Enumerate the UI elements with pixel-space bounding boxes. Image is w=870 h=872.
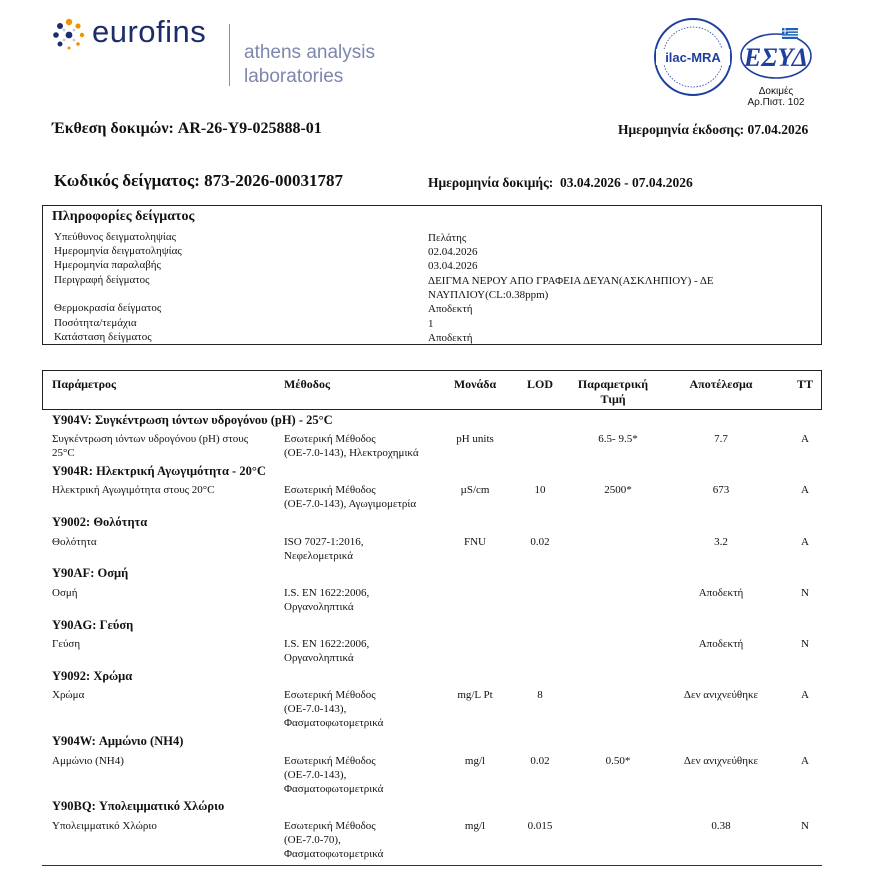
method xyxy=(284,586,444,614)
method xyxy=(284,483,444,511)
method xyxy=(284,754,444,796)
eurofins-logo-text: eurofins xyxy=(92,14,207,49)
col-header-parametric-value-line2: Τιμή xyxy=(600,392,626,406)
param-name-line: Θολότητα xyxy=(52,536,97,548)
unit: FNU xyxy=(463,536,486,548)
tt: A xyxy=(801,689,809,701)
info-value: Πελάτης xyxy=(428,232,467,244)
method-line: Εσωτερική Μέθοδος xyxy=(284,433,376,445)
info-label: Ημερομηνία δειγματοληψίας xyxy=(54,245,182,257)
param-name-line: Αμμώνιο (NH4) xyxy=(52,755,124,767)
col-header-param: Παράμετρος xyxy=(52,377,117,391)
lod: 0.02 xyxy=(530,536,550,548)
param-name-line: Συγκέντρωση ιόντων υδρογόνου (pH) στους xyxy=(52,433,249,445)
method-line: I.S. EN 1622:2006, xyxy=(284,587,370,599)
lod: 10 xyxy=(534,484,546,496)
unit: mg/l xyxy=(464,820,486,832)
result: 3.2 xyxy=(714,536,728,548)
info-value: 1 xyxy=(428,318,434,330)
parametric-value: 2500* xyxy=(604,484,632,496)
method-line: Εσωτερική Μέθοδος xyxy=(284,820,376,832)
col-header-method: Μέθοδος xyxy=(284,377,331,391)
method-line: Φασματοφωτομετρικά xyxy=(284,717,384,729)
param-name-line: Ηλεκτρική Αγωγιμότητα στους 20°C xyxy=(52,484,215,496)
col-header-parametric-value xyxy=(567,377,659,407)
tt: N xyxy=(801,638,809,650)
method xyxy=(284,688,444,730)
accreditation-caption-line2: Αρ.Πιστ. 102 xyxy=(747,97,805,108)
unit: µS/cm xyxy=(460,484,490,496)
test-dates-value: 03.04.2026 - 07.04.2026 xyxy=(560,175,693,190)
svg-text:ilac-MRA: ilac-MRA xyxy=(665,50,721,65)
param-name xyxy=(52,535,277,549)
greek-flag-icon xyxy=(782,28,798,39)
method-line: I.S. EN 1622:2006, xyxy=(284,638,370,650)
section-title: Y904R: Ηλεκτρική Αγωγιμότητα - 20°C xyxy=(52,464,266,478)
param-name xyxy=(52,754,277,768)
sample-info-title: Πληροφορίες δείγματος xyxy=(52,209,195,224)
info-value: Αποδεκτή xyxy=(428,332,473,344)
table-bottom-border xyxy=(42,865,822,866)
unit: mg/L Pt xyxy=(457,689,493,701)
lod: 8 xyxy=(537,689,543,701)
result: 673 xyxy=(712,484,730,496)
info-value: 03.04.2026 xyxy=(428,260,478,272)
col-header-parametric-value-line1: Παραμετρική xyxy=(577,377,649,391)
lod: 0.02 xyxy=(530,755,550,767)
param-name-line: Γεύση xyxy=(52,638,81,650)
tt: N xyxy=(801,587,809,599)
esyd-seal-icon xyxy=(738,30,814,82)
param-name xyxy=(52,637,277,651)
accreditation-caption xyxy=(738,86,814,108)
test-dates-label: Ημερομηνία δοκιμής: xyxy=(428,175,554,190)
tt: A xyxy=(801,755,809,767)
info-label: Ημερομηνία παραλαβής xyxy=(54,259,161,271)
info-label: Ποσότητα/τεμάχια xyxy=(54,317,137,329)
test-dates xyxy=(428,175,693,191)
param-name xyxy=(52,819,277,833)
method-line: Εσωτερική Μέθοδος xyxy=(284,755,376,767)
unit: mg/l xyxy=(464,755,486,767)
param-name xyxy=(52,688,277,702)
method-line: Οργανοληπτικά xyxy=(284,601,354,613)
param-name xyxy=(52,483,277,497)
info-value: ΔΕΙΓΜΑ ΝΕΡΟΥ ΑΠΟ ΓΡΑΦΕΙΑ ΔΕΥΑΝ(ΑΣΚΛΗΠΙΟΥ) - ΔΕ ΝΑΥΠΛΙΟΥ(CL:0.38ppm) xyxy=(428,275,714,301)
param-name xyxy=(52,432,277,460)
info-label: Θερμοκρασία δείγματος xyxy=(54,302,162,314)
method-line: Νεφελομετρικά xyxy=(284,550,353,562)
unit: pH units xyxy=(456,433,494,445)
accreditation-caption-line1: Δοκιμές xyxy=(758,86,794,97)
col-header-unit: Μονάδα xyxy=(453,377,497,391)
col-header-tt: ΤΤ xyxy=(796,377,813,391)
info-label: Υπεύθυνος δειγματοληψίας xyxy=(54,231,177,243)
sample-code: Κωδικός δείγματος: 873-2026-00031787 xyxy=(54,171,343,190)
tt: A xyxy=(801,536,809,548)
section-title: Y90AG: Γεύση xyxy=(52,618,134,632)
param-name-line: 25°C xyxy=(52,447,75,459)
result: Δεν ανιχνεύθηκε xyxy=(683,689,759,701)
result: Αποδεκτή xyxy=(698,587,744,599)
report-title: Έκθεση δοκιμών: AR-26-Y9-025888-01 xyxy=(52,120,322,137)
svg-text:ΕΣΥΔ: ΕΣΥΔ xyxy=(743,43,809,72)
result: Δεν ανιχνεύθηκε xyxy=(683,755,759,767)
param-name-line: Χρώμα xyxy=(52,689,85,701)
issue-date: Ημερομηνία έκδοσης: 07.04.2026 xyxy=(618,122,809,137)
lab-name-line1: athens analysis xyxy=(244,42,375,63)
section-title: Y904V: Συγκέντρωση ιόντων υδρογόνου (pH) - 25°C xyxy=(52,413,333,427)
param-name-line: Υπολειμματικό Χλώριο xyxy=(52,820,157,832)
eurofins-logo-icon xyxy=(52,18,86,52)
result: Αποδεκτή xyxy=(698,638,744,650)
method-line: (ΟΕ-7.0-143), xyxy=(284,703,347,715)
method-line: (ΟΕ-7.0-143), xyxy=(284,769,347,781)
method xyxy=(284,637,444,665)
method-line: Φασματοφωτομετρικά xyxy=(284,783,384,795)
method-line: Εσωτερική Μέθοδος xyxy=(284,484,376,496)
tt: A xyxy=(801,433,809,445)
section-title: Y9002: Θολότητα xyxy=(52,515,148,529)
lab-name-line2: laboratories xyxy=(244,66,344,87)
method-line: ISO 7027-1:2016, xyxy=(284,536,364,548)
ilac-mra-seal-icon xyxy=(652,16,734,98)
section-title: Y9092: Χρώμα xyxy=(52,669,133,683)
parametric-value: 0.50* xyxy=(605,755,631,767)
col-header-lod: LOD xyxy=(526,377,553,391)
method-line: Φασματοφωτομετρικά xyxy=(284,848,384,860)
section-title: Y904W: Αμμώνιο (NH4) xyxy=(52,734,184,748)
method xyxy=(284,432,444,460)
info-value: 02.04.2026 xyxy=(428,246,478,258)
method xyxy=(284,535,444,563)
result: 7.7 xyxy=(714,433,728,445)
info-value: Αποδεκτή xyxy=(428,303,473,315)
info-label: Περιγραφή δείγματος xyxy=(54,274,150,286)
parametric-value: 6.5- 9.5* xyxy=(598,433,638,445)
tt: A xyxy=(801,484,809,496)
param-name-line: Οσμή xyxy=(52,587,78,599)
col-header-result: Αποτέλεσμα xyxy=(689,377,753,391)
section-title: Y90AF: Οσμή xyxy=(52,566,129,580)
method-line: (ΟΕ-7.0-143), Ηλεκτροχημικά xyxy=(284,447,419,459)
logo-divider xyxy=(229,24,230,86)
method-line: Οργανοληπτικά xyxy=(284,652,354,664)
section-title: Y90BQ: Υπολειμματικό Χλώριο xyxy=(52,799,225,813)
method-line: (ΟΕ-7.0-70), xyxy=(284,834,341,846)
method-line: (ΟΕ-7.0-143), Αγωγιμομετρία xyxy=(284,498,417,510)
method-line: Εσωτερική Μέθοδος xyxy=(284,689,376,701)
lod: 0.015 xyxy=(527,820,553,832)
result: 0.38 xyxy=(711,820,731,832)
method xyxy=(284,819,444,861)
param-name xyxy=(52,586,277,600)
info-label: Κατάσταση δείγματος xyxy=(54,331,152,343)
tt: N xyxy=(801,820,809,832)
